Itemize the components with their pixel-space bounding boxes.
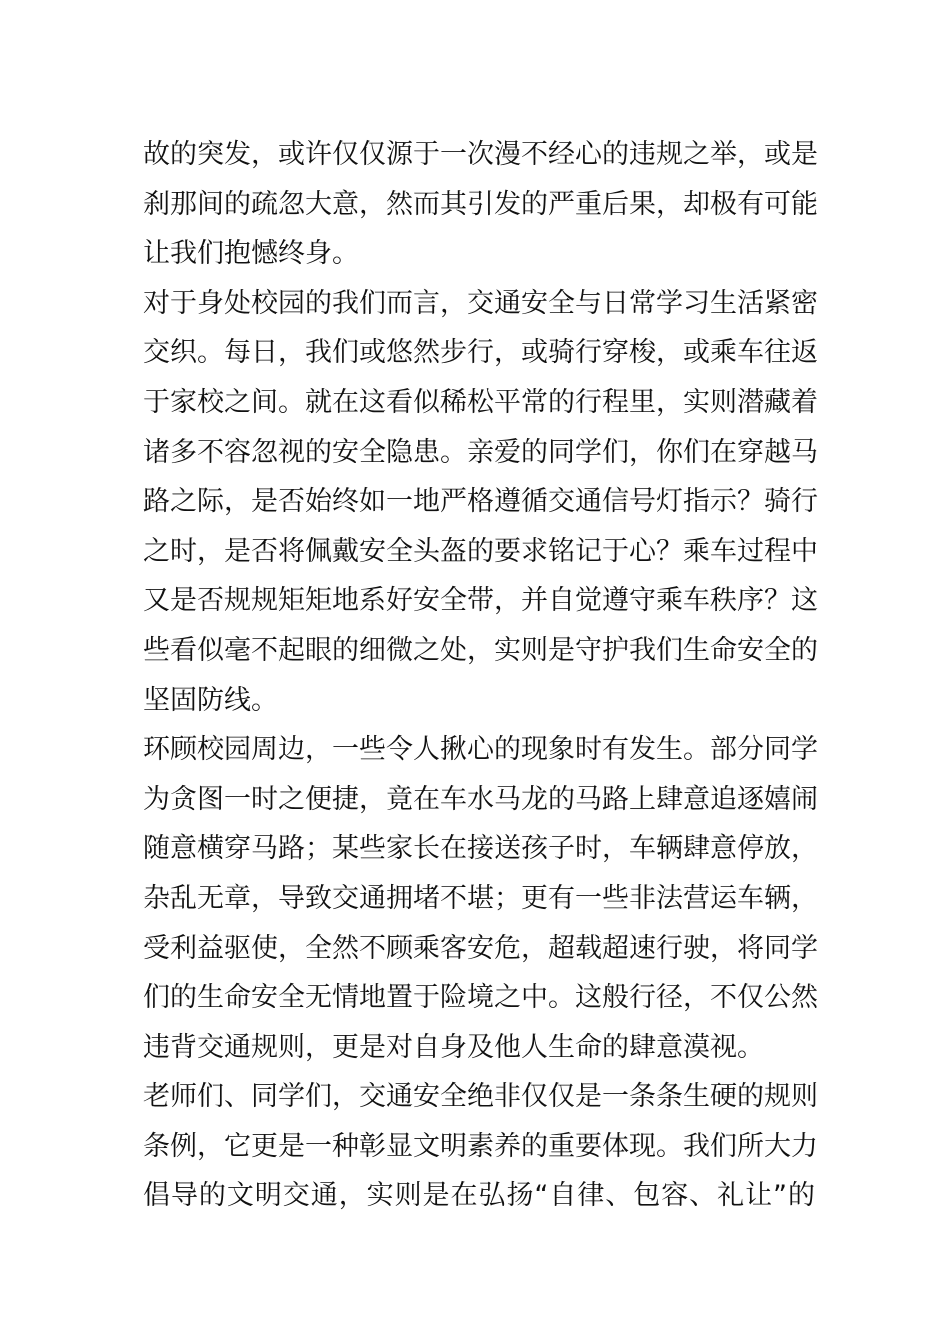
- paragraph-4: [143, 1072, 818, 1221]
- text-line: 环顾校园周边，一些令人揪心的现象时有发生。部分同学: [143, 734, 818, 766]
- text-line: 路之际，是否始终如一地严格遵循交通信号灯指示？骑行: [143, 486, 818, 518]
- text-line: 们的生命安全无情地置于险境之中。这般行径，不仅公然: [143, 982, 818, 1014]
- text-line: 对于身处校园的我们而言，交通安全与日常学习生活紧密: [143, 287, 818, 319]
- text-line: 条例，它更是一种彰显文明素养的重要体现。我们所大力: [143, 1130, 818, 1162]
- text-line: 让我们抱憾终身。: [143, 238, 359, 270]
- text-line: 又是否规规矩矩地系好安全带，并自觉遵守乘车秩序？这: [143, 585, 818, 617]
- text-line: 老师们、同学们，交通安全绝非仅仅是一条条生硬的规则: [143, 1081, 818, 1113]
- paragraph-3: [143, 725, 818, 1072]
- text-line: 诸多不容忽视的安全隐患。亲爱的同学们，你们在穿越马: [143, 436, 818, 468]
- paragraph-2: [143, 279, 818, 725]
- text-line: 些看似毫不起眼的细微之处，实则是守护我们生命安全的: [143, 634, 818, 666]
- text-line: 违背交通规则，更是对自身及他人生命的肆意漠视。: [143, 1031, 764, 1063]
- text-line: 倡导的文明交通，实则是在弘扬“自律、包容、礼让”的: [143, 1180, 815, 1212]
- text-line: 为贪图一时之便捷，竟在车水马龙的马路上肆意追逐嬉闹: [143, 783, 818, 815]
- text-line: 坚固防线。: [143, 684, 278, 716]
- text-line: 刹那间的疏忽大意，然而其引发的严重后果，却极有可能: [143, 188, 818, 220]
- paragraph-1: [143, 130, 818, 279]
- text-line: 杂乱无章，导致交通拥堵不堪；更有一些非法营运车辆，: [143, 882, 818, 914]
- document-body: [143, 130, 818, 1221]
- text-line: 交织。每日，我们或悠然步行，或骑行穿梭，或乘车往返: [143, 337, 818, 369]
- text-line: 随意横穿马路；某些家长在接送孩子时，车辆肆意停放，: [143, 833, 818, 865]
- text-line: 于家校之间。就在这看似稀松平常的行程里，实则潜藏着: [143, 386, 818, 418]
- text-line: 之时，是否将佩戴安全头盔的要求铭记于心？乘车过程中: [143, 535, 818, 567]
- text-line: 受利益驱使，全然不顾乘客安危，超载超速行驶，将同学: [143, 932, 818, 964]
- text-line: 故的突发，或许仅仅源于一次漫不经心的违规之举，或是: [143, 139, 818, 170]
